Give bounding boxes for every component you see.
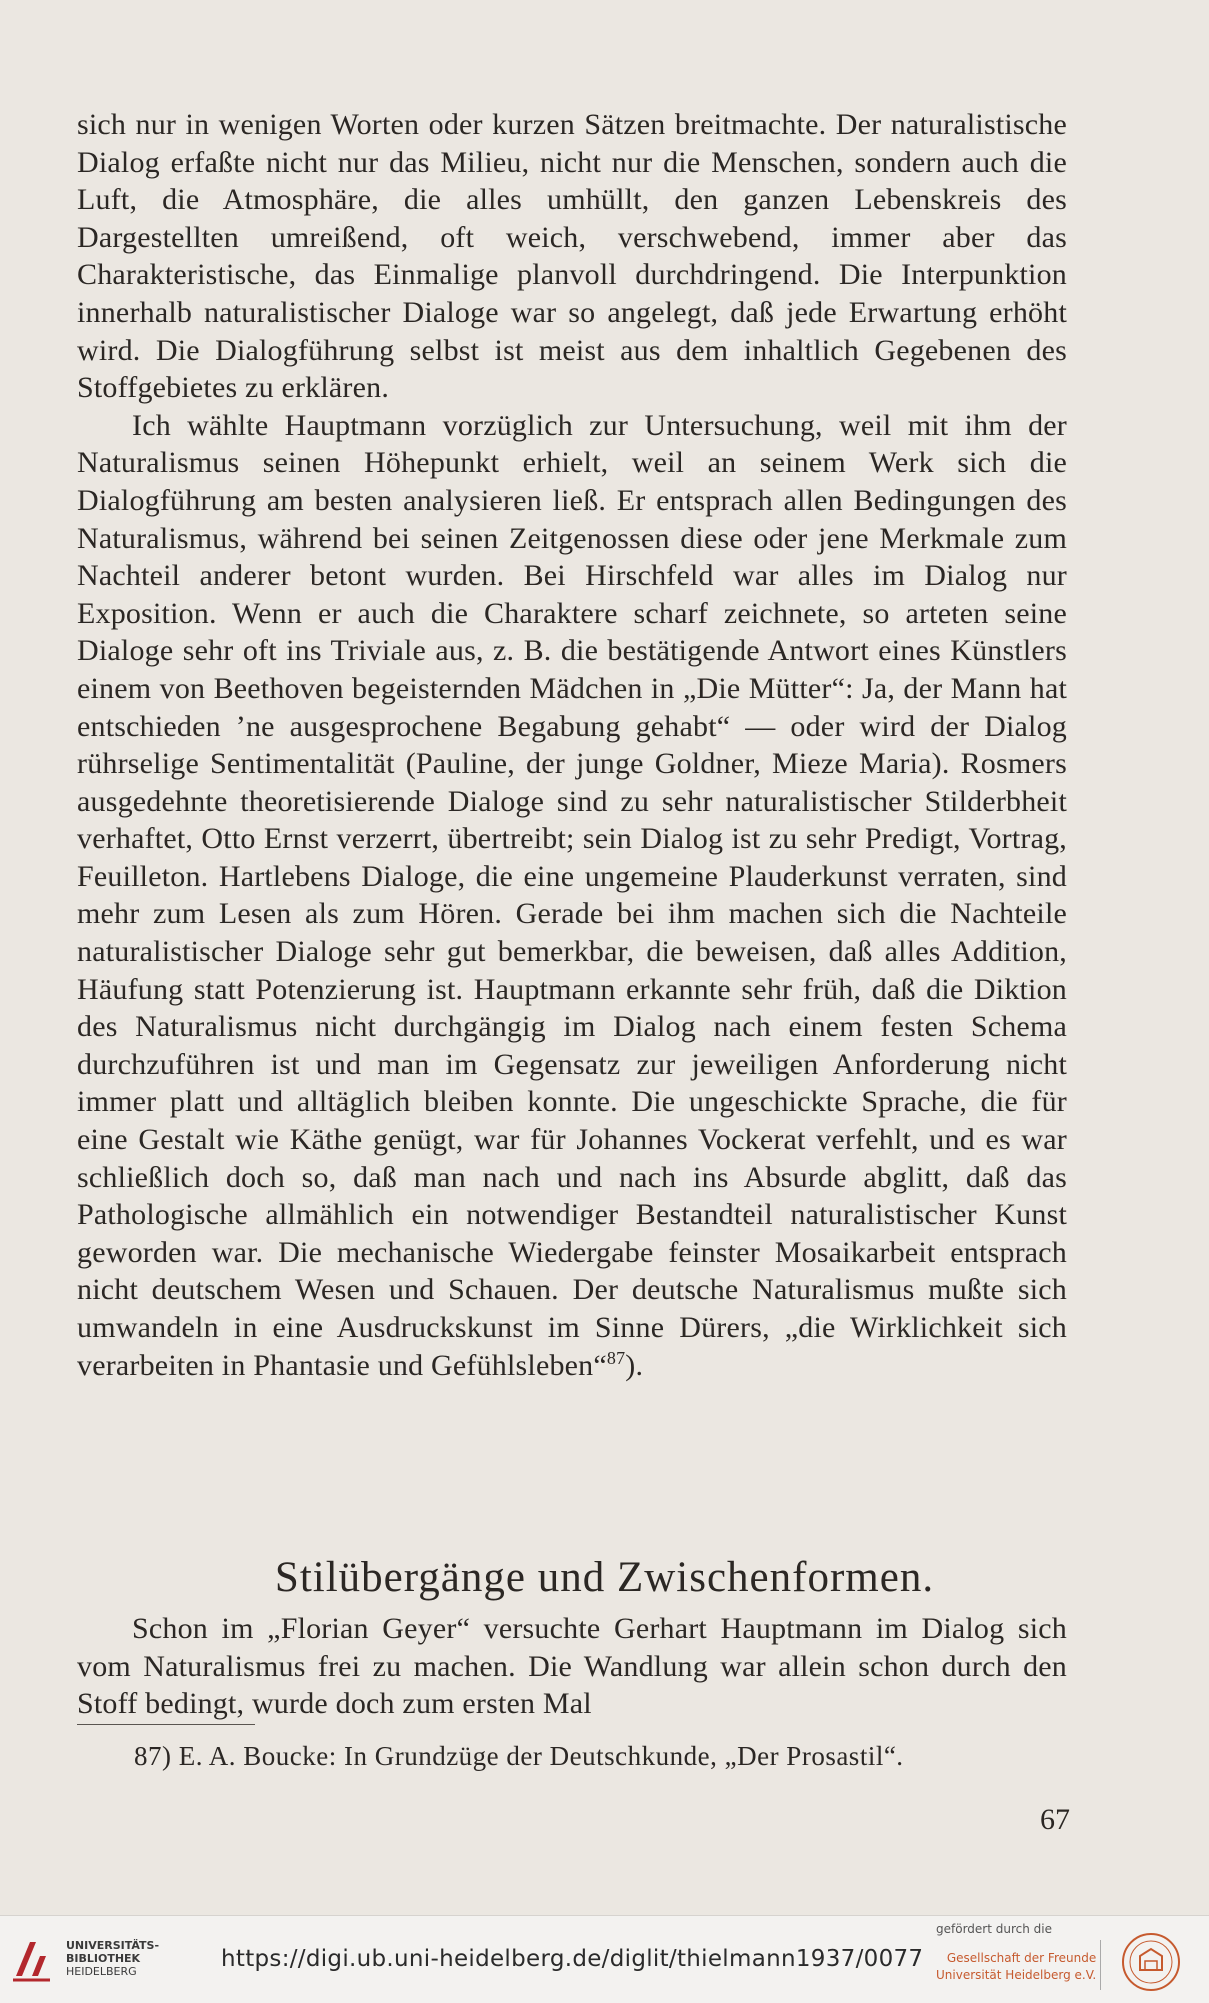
- university-seal-icon[interactable]: [1112, 1930, 1190, 1998]
- footnote: 87) E. A. Boucke: In Grundzüge der Deutschkunde, „Der Prosastil“.: [134, 1741, 904, 1771]
- society-name: Gesellschaft der Freunde Universität Heidelberg e.V.: [936, 1951, 1097, 1982]
- page-body: [77, 106, 1067, 1384]
- page-body-continued: [77, 1610, 1067, 1723]
- library-name: UNIVERSITÄTS- BIBLIOTHEK HEIDELBERG: [66, 1939, 160, 1978]
- university-library-logo-icon[interactable]: [10, 1936, 56, 1986]
- permalink-url[interactable]: https://digi.ub.uni-heidelberg.de/diglit/thielmann1937/0077: [221, 1946, 924, 1972]
- section-heading: Stilübergänge und Zwischenformen.: [274, 1554, 935, 1601]
- page-number: 67: [1040, 1803, 1070, 1836]
- paragraph-3: Schon im „Florian Geyer“ versuchte Gerhart Hauptmann im Dialog sich vom Naturalismus frei zu machen. Die Wandlung war allein schon durch den Stoff bedingt, wurde doch zum ersten Mal: [77, 1612, 1067, 1721]
- paragraph-2-end: ).: [625, 1348, 644, 1382]
- footnote-reference[interactable]: 87: [606, 1347, 626, 1368]
- paragraph-2: [77, 407, 1067, 1384]
- footer-divider: [1100, 1940, 1101, 1990]
- paragraph-1: sich nur in wenigen Worten oder kurzen Sätzen breitmachte. Der naturalistische Dialog erfaßte nicht nur das Milieu, nicht nur die Menschen, sondern auch die Luft, die Atmosphäre, die alles umhüllt, den ganzen Lebenskreis des Dargestellten umreißend, oft weich, verschwebend, immer aber das Charakteristische, das Einmalige planvoll durchdringend. Die Interpunktion innerhalb naturalistischer Dialoge war so angelegt, daß jede Erwartung erhöht wird. Die Dialogführung selbst ist meist aus dem inhaltlich Gegebenen des Stoffgebietes zu erklären.: [77, 108, 1067, 405]
- paragraph-2-text: Ich wählte Hauptmann vorzüglich zur Untersuchung, weil mit ihm der Naturalismus seinen Höhepunkt erhielt, weil an seinem Werk sich die Dialogführung am besten analysieren ließ. Er entsprach allen Bedingungen des Naturalismus, während bei seinen Zeitgenossen diese oder jene Merkmale zum Nachteil anderer betont wurden. Bei Hirschfeld war alles im Dialog nur Exposition. Wenn er auch die Charaktere scharf zeichnete, so arteten seine Dialoge sehr oft ins Triviale aus, z. B. die bestätigende Antwort eines Künstlers einem von Beethoven begeisternden Mädchen in „Die Mütter“: Ja, der Mann hat entschieden ’ne ausgesprochene Begabung gehabt“ — oder wird der Dialog rührselige Sentimentalität (Pauline, der junge Goldner, Mieze Maria). Rosmers ausgedehnte theoretisierende Dialoge sind zu sehr naturalistischer Stilderbheit verhaftet, Otto Ernst verzerrt, übertreibt; sein Dialog ist zu sehr Predigt, Vortrag, Feuilleton. Hartlebens Dialoge, die eine ungemeine Plauderkunst verraten, sind mehr zum Lesen als zum Hören. Gerade bei ihm machen sich die Nachteile naturalistischer Dialoge sehr gut bemerkbar, die beweisen, daß alles Addition, Häufung statt Potenzierung ist. Hauptmann erkannte sehr früh, daß die Diktion des Naturalismus nicht durchgängig im Dialog nach einem festen Schema durchzuführen ist und man im Gegensatz zur jeweiligen Anforderung nicht immer platt und alltäglich bleiben konnte. Die ungeschickte Sprache, die für eine Gestalt wie Käthe genügt, war für Johannes Vockerat verfehlt, und es war schließlich doch so, daß man nach und nach ins Absurde abglitt, daß das Pathologische allmählich ein notwendiger Bestandteil naturalistischer Kunst geworden war. Die mechanische Wiedergabe feinster Mosaikarbeit entsprach nicht deutschem Wesen und Schauen. Der deutsche Naturalismus mußte sich umwandeln in eine Ausdruckskunst im Sinne Dürers, „die Wirklichkeit sich verarbeiten in Phantasie und Gefühlsleben“: [77, 408, 1067, 1382]
- funded-by-label: gefördert durch die: [936, 1922, 1052, 1936]
- footer-bar: [0, 1915, 1209, 2003]
- footnote-divider: [77, 1724, 255, 1725]
